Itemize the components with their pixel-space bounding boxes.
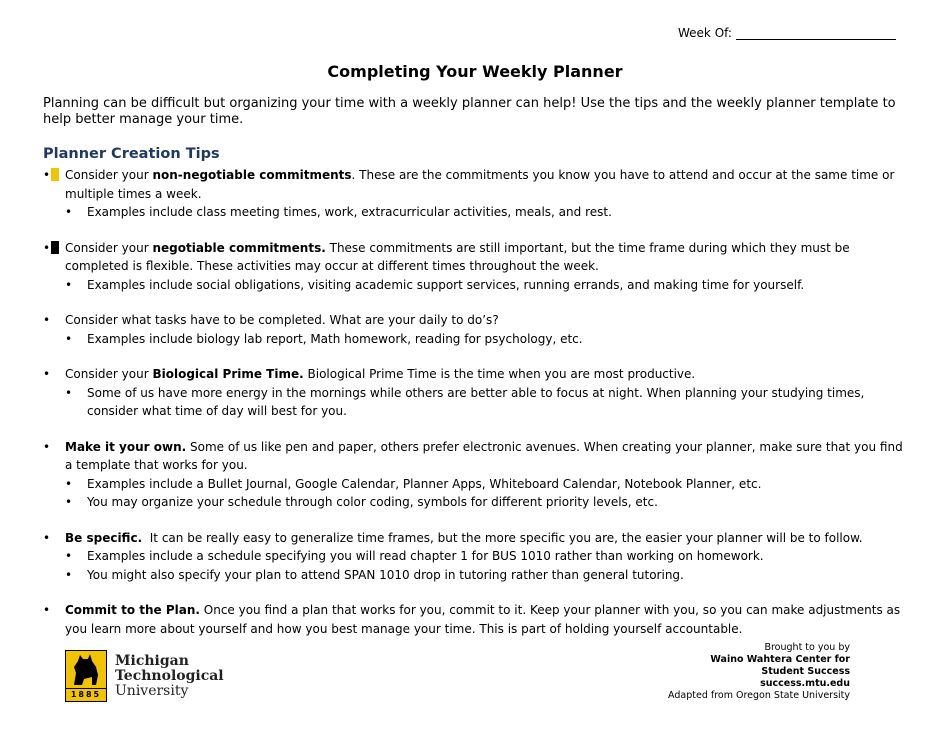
section-title: Planner Creation Tips <box>43 146 220 162</box>
bullet-icon: • <box>65 495 73 509</box>
tip-item: • Commit to the Plan. Once you find a plan that works for you, commit to it. Keep your planner with you, so you can make adjustments as you learn more about yourself and how you best manage your time. This is part of holding yourself accountable. <box>43 603 901 636</box>
tip-item: • Consider what tasks have to be completed. What are your daily to do’s? • Examples include biology lab report, Math homework, reading for psychology, etc. <box>43 311 908 348</box>
sub-item: • Examples include class meeting times, work, extracurricular activities, meals, and rest. <box>65 203 908 222</box>
tip-item: • Be specific. It can be really easy to generalize time frames, but the more specific you are, the easier your planner will be to follow. • Examples include a schedule specifying you will read chapter 1 for BUS 1010 rather than working on homework. • You might also specify your plan to attend SPAN 1010 drop in tutoring rather than general tutoring. <box>43 529 908 585</box>
sub-item: • Examples include biology lab report, Math homework, reading for psychology, etc. <box>65 330 908 349</box>
husky-silhouette-icon <box>66 651 106 689</box>
page-title: Completing Your Weekly Planner <box>327 62 623 81</box>
credit-block: Brought to you by Waino Wahtera Center for Student Success success.mtu.edu Adapted from Oregon State University <box>668 642 850 701</box>
bullet-icon: • <box>65 476 73 491</box>
bullet-icon: • <box>43 439 51 454</box>
tips-list <box>43 166 908 638</box>
sub-item: • You may organize your schedule through color coding, symbols for different priority levels, etc. <box>65 493 908 512</box>
tip-item: • Consider your negotiable commitments. These commitments are still important, but the time frame during which they must be completed is flexible. These activities may occur at different times throughout the week. • Examples include social obligations, visiting academic support services, running errands, and making time for yourself. <box>43 239 908 295</box>
bullet-icon: • <box>43 166 59 185</box>
black-marker-icon <box>51 241 59 254</box>
bullet-icon: • <box>43 313 51 327</box>
bullet-icon: • <box>43 239 59 258</box>
tip-item: • Consider your non-negotiable commitments. These are the commitments you know you have to attend and occur at the same time or multiple times a week. • Examples include class meeting times, work, extracurricular activities, meals, and rest. <box>43 166 908 222</box>
sub-item: • Examples include a Bullet Journal, Google Calendar, Planner Apps, Whiteboard Calendar, Notebook Planner, etc. <box>65 475 908 494</box>
week-of-label: Week Of: <box>678 26 732 40</box>
bullet-icon: • <box>43 603 51 617</box>
week-of-field <box>678 26 896 40</box>
bullet-icon: • <box>65 549 73 563</box>
logo-year: 1885 <box>66 688 106 701</box>
gold-marker-icon <box>51 168 59 181</box>
bullet-icon: • <box>65 277 73 292</box>
husky-icon <box>65 650 107 702</box>
credit-url: success.mtu.edu <box>760 678 850 689</box>
university-logo <box>65 650 224 702</box>
bullet-icon: • <box>65 567 73 582</box>
bullet-icon: • <box>43 530 51 545</box>
sub-item: • Examples include social obligations, visiting academic support services, running errands, and making time for yourself. <box>65 276 908 295</box>
tip-item: • Consider your Biological Prime Time. Biological Prime Time is the time when you are most productive. • Some of us have more energy in the mornings while others are better able to focus at night. When planning your studying times, consider what time of day will best for you. <box>43 365 908 421</box>
logo-wordmark: Michigan Technological University <box>115 652 224 699</box>
bullet-icon: • <box>43 367 51 381</box>
bullet-icon: • <box>65 205 73 219</box>
sub-item: • Some of us have more energy in the mornings while others are better able to focus at night. When planning your studying times, consider what time of day will best for you. <box>65 385 865 418</box>
bullet-icon: • <box>65 331 73 346</box>
tip-item: • Make it your own. Some of us like pen and paper, others prefer electronic avenues. When creating your planner, make sure that you find a template that works for you. • Examples include a Bullet Journal, Google Calendar, Planner Apps, Whiteboard Calendar, Notebook Planner, etc. • You may organize your schedule through color coding, symbols for different priority levels, etc. <box>43 438 908 512</box>
bullet-icon: • <box>65 385 73 400</box>
week-of-line <box>736 26 896 40</box>
sub-item: • You might also specify your plan to attend SPAN 1010 drop in tutoring rather than general tutoring. <box>65 566 908 585</box>
sub-item: • Examples include a schedule specifying you will read chapter 1 for BUS 1010 rather than working on homework. <box>65 547 908 566</box>
intro-paragraph: Planning can be difficult but organizing your time with a weekly planner can help! Use the tips and the weekly planner template to help better manage your time. <box>43 96 896 127</box>
